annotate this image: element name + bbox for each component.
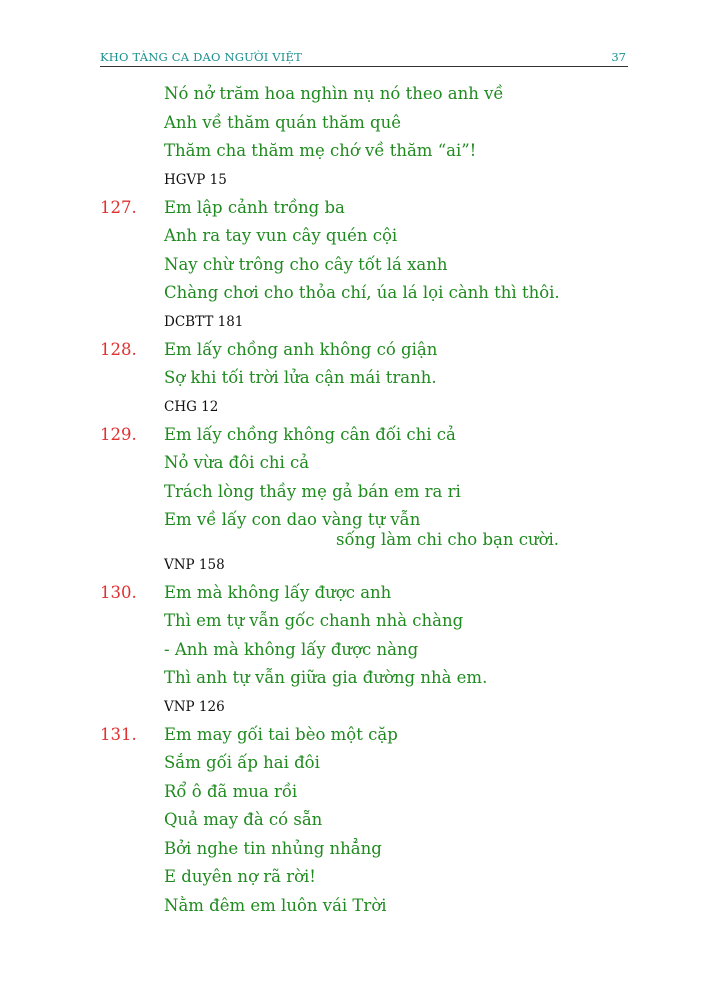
verse-line: Anh về thăm quán thăm quê [164,112,401,132]
verse-line: 128. Em lấy chồng anh không có giận [0,336,702,365]
verse-number: 131. [100,724,137,744]
page-number: 37 [611,50,626,64]
verse-line: Thì anh tự vẫn giữa gia đường nhà em. [164,668,488,687]
verse-line: Chàng chơi cho thỏa chí, úa lá lọi cành thì thôi. [164,283,560,302]
verse-line: Trách lòng thầy mẹ gả bán em ra ri [164,481,461,501]
page-header [100,48,628,67]
verse-line: Nỏ vừa đôi chi cả [164,453,310,472]
verse-line: Nằm đêm em luôn vái Trời [164,895,387,915]
source-citation: DCBTT 181 [164,313,244,330]
verse-number: 129. [100,424,137,444]
verse-line: 129. Em lấy chồng không cân đối chi cả [0,421,702,450]
verse-line: Nay chừ trông cho cây tốt lá xanh [164,254,448,274]
verse-line: 131. Em may gối tai bèo một cặp [0,721,702,750]
verse-line: Thăm cha thăm mẹ chớ về thăm “ai”! [164,141,477,160]
source-citation: VNP 158 [164,556,225,573]
source-citation: VNP 126 [164,698,225,715]
book-title: KHO TÀNG CA DAO NGƯỜI VIỆT [100,50,303,64]
verse-line: Thì em tự vẫn gốc chanh nhà chàng [164,611,464,630]
verse-line: Nó nở trăm hoa nghìn nụ nó theo anh về [164,84,504,103]
verse-line: Sắm gối ấp hai đôi [164,753,320,772]
verse-number: 128. [100,339,137,359]
verse-number: 130. [100,582,137,602]
verse-line: Quả may đà có sẵn [164,810,323,829]
verse-line: Sợ khi tối trời lửa cận mái tranh. [164,368,437,387]
verse-number: 127. [100,197,137,217]
verse-line: 130. Em mà không lấy được anh [0,579,702,608]
verse-line-continuation: sống làm chi cho bạn cười. [336,529,560,549]
verse-line: E duyên nợ rã rời! [164,867,316,886]
verse-line: Bởi nghe tin nhủng nhẳng [164,838,382,858]
verse-line: Em về lấy con dao vàng tự vẫn [164,510,421,529]
verse-line: Anh ra tay vun cây quén cội [164,226,398,245]
verse-line: 127. Em lập cảnh trồng ba [0,194,702,223]
source-citation: CHG 12 [164,398,219,415]
poem-content [0,80,702,920]
verse-line: Rổ ô đã mua rồi [164,781,298,801]
verse-line: - Anh mà không lấy được nàng [164,639,419,659]
source-citation: HGVP 15 [164,171,227,188]
